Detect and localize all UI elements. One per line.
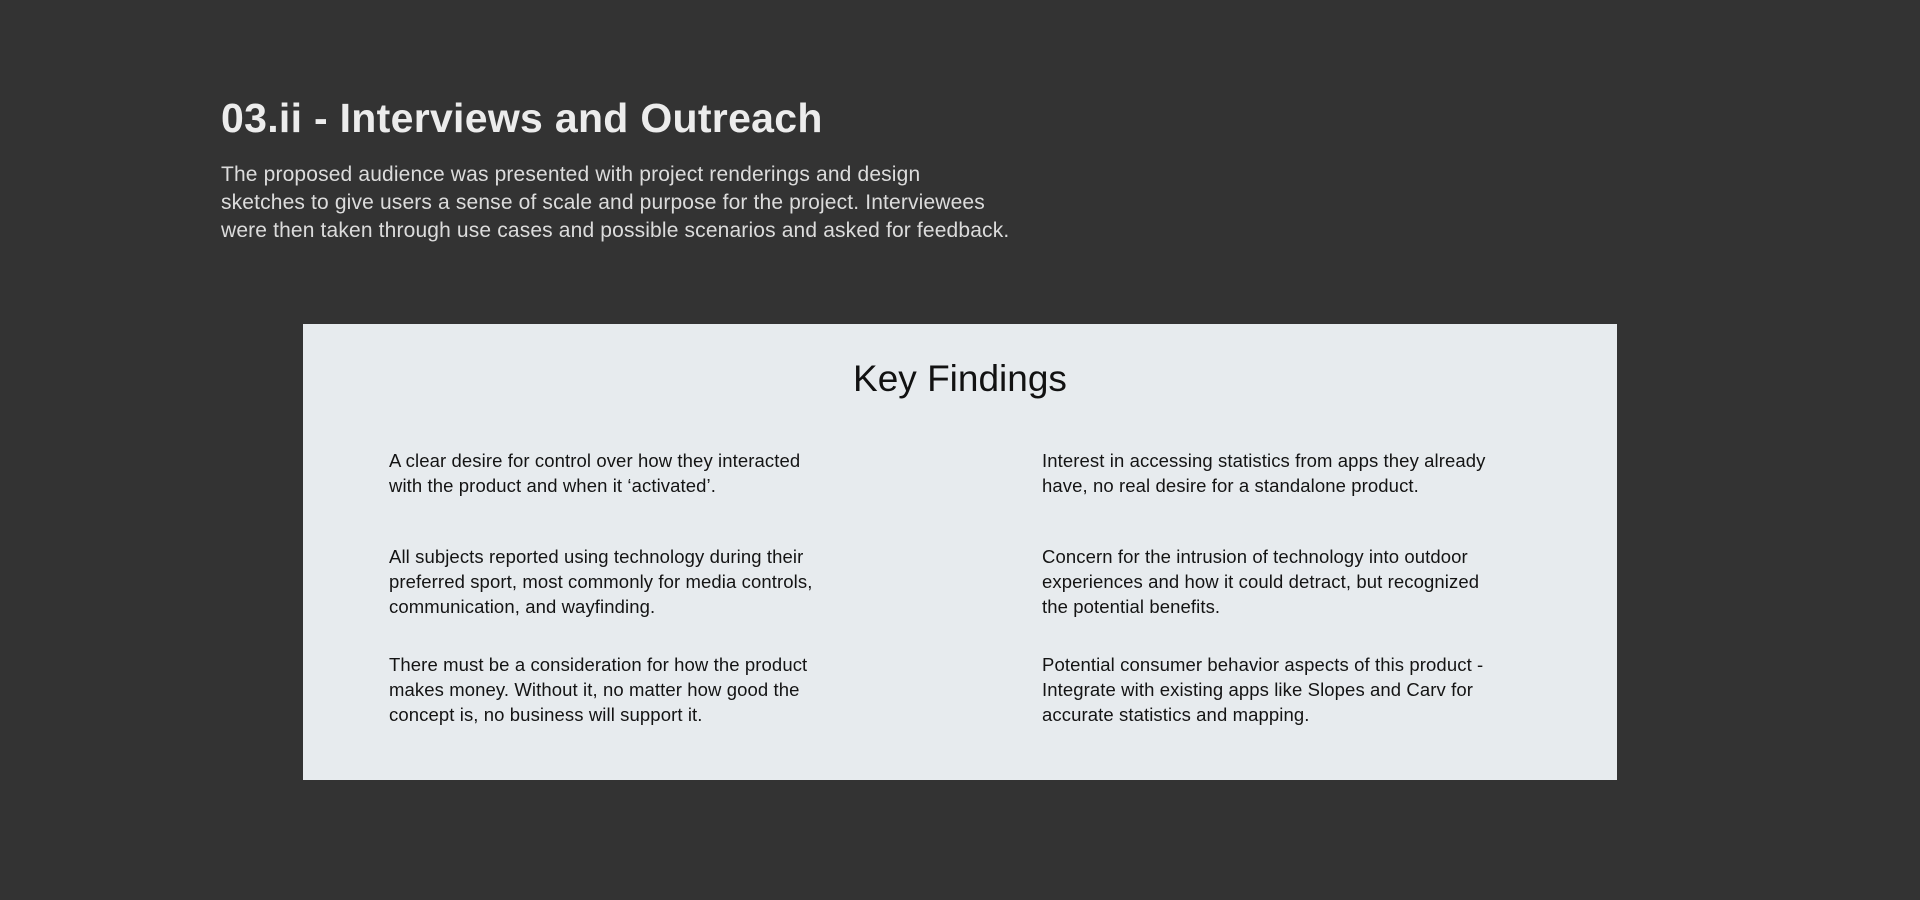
section-header [221, 90, 1101, 245]
finding-right-2: Concern for the intrusion of technology into outdoor experiences and how it could detract, but recognized the potential benefits. [1042, 546, 1480, 617]
key-findings-title: Key Findings [853, 358, 1067, 399]
finding-right-1: Interest in accessing statistics from apps they already have, no real desire for a standalone product. [1042, 450, 1486, 496]
finding-right-3: Potential consumer behavior aspects of this product - Integrate with existing apps like Slopes and Carv for accurate statistics and mapping. [1042, 654, 1484, 725]
finding-left-3: There must be a consideration for how the product makes money. Without it, no matter how good the concept is, no business will support it. [389, 654, 808, 725]
page-title: 03.ii - Interviews and Outreach [221, 95, 823, 141]
finding-left-2: All subjects reported using technology during their preferred sport, most commonly for media controls, communication, and wayfinding. [389, 546, 813, 617]
finding-left-1: A clear desire for control over how they interacted with the product and when it ‘activated’. [389, 450, 801, 496]
intro-paragraph: The proposed audience was presented with project renderings and design sketches to give users a sense of scale and purpose for the project. Interviewees were then taken through use cases and possible scenarios and asked for feedback. [221, 163, 1010, 242]
